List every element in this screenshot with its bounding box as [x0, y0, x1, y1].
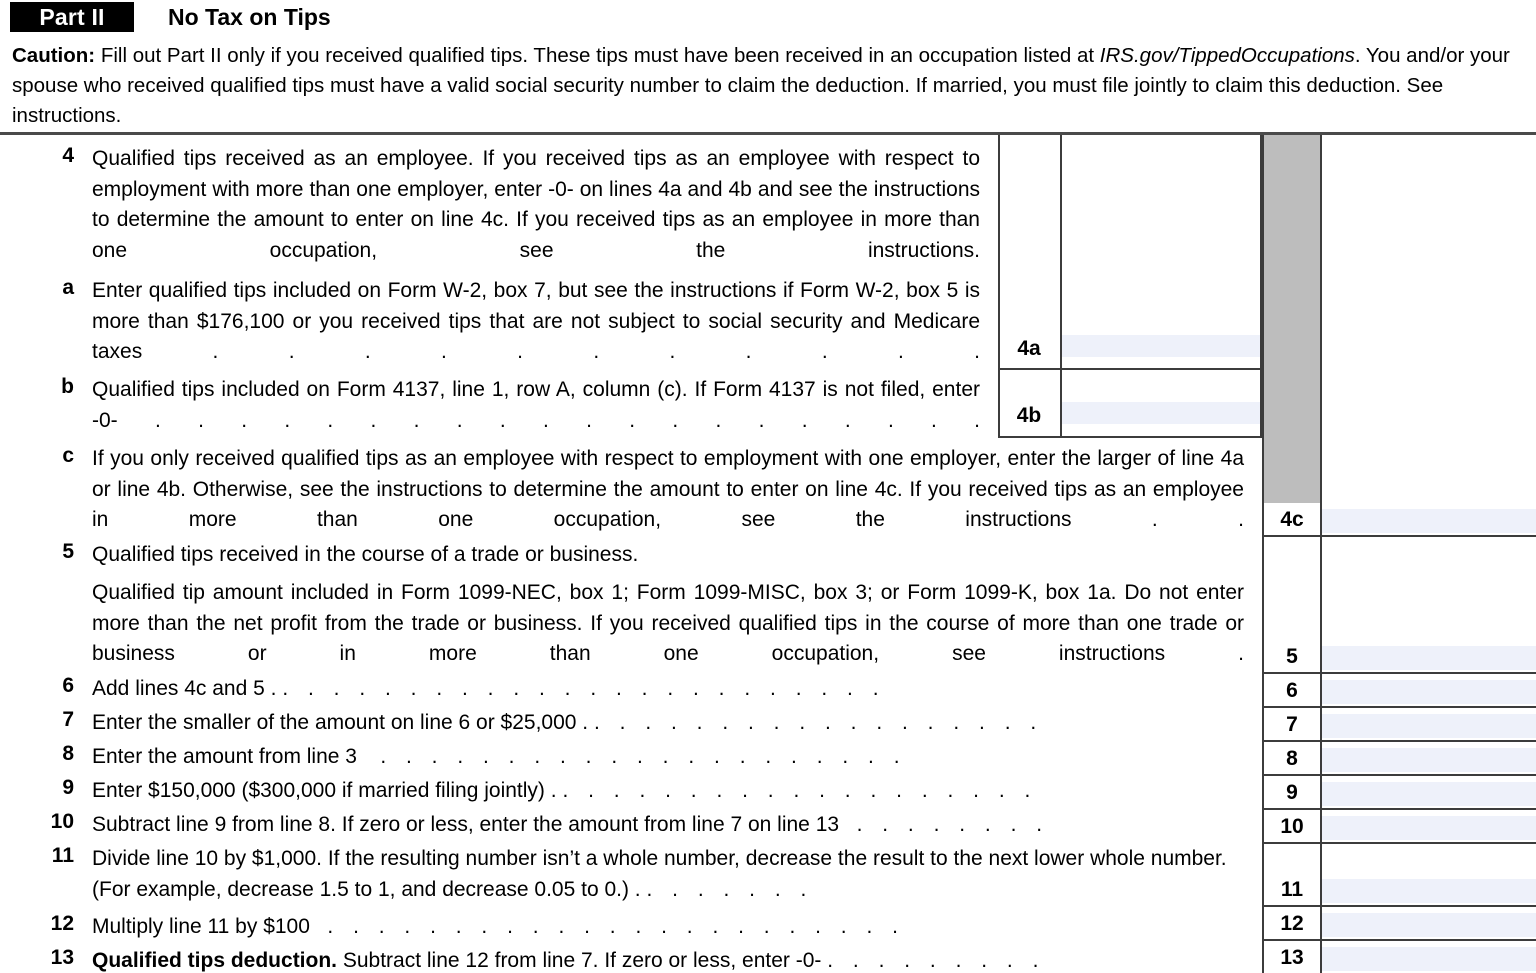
line-8-number: 8 — [62, 742, 74, 765]
line-10-text — [92, 810, 1244, 841]
lines-4a-4b-box — [998, 135, 1262, 438]
part-title: No Tax on Tips — [168, 3, 331, 30]
entry-row-11 — [1262, 844, 1536, 907]
line-11-number: 11 — [51, 844, 74, 867]
caution-lead-label: Caution: — [12, 44, 96, 67]
line-6-number: 6 — [62, 674, 74, 697]
line-7-leader-dots: . . . . . . . . . . . . . . . . . . — [593, 711, 1037, 734]
line-11-leader-dots: . . . . . . . — [646, 877, 807, 901]
line-5-number: 5 — [62, 540, 74, 563]
line-5-box-label: 5 — [1262, 537, 1322, 674]
line-9-box-label: 9 — [1262, 776, 1322, 810]
entry-row-8 — [1262, 742, 1536, 776]
line-12-text — [92, 912, 1244, 943]
line-7-entry-field[interactable] — [1322, 708, 1536, 742]
line-10-entry-shade — [1322, 816, 1536, 840]
entry-row-7 — [1262, 708, 1536, 742]
line-8-text — [92, 742, 1244, 773]
line-10-leader-dots: . . . . . . . . — [856, 813, 1043, 836]
line-11-entry-field[interactable] — [1322, 844, 1536, 907]
line-10-number: 10 — [50, 810, 74, 833]
caution-text-part1: Fill out Part II only if you received qualified tips. These tips must have been received in an occupation listed at — [95, 44, 1100, 67]
line-4b-leader-dots: . . . . . . . . . . . . . . . . . . . . — [154, 408, 981, 432]
line-7-body: Enter the smaller of the amount on line 6 or $25,000 . — [92, 711, 589, 734]
line-9-body: Enter $150,000 ($300,000 if married filing jointly) . — [92, 779, 557, 802]
line-7-box-label: 7 — [1262, 708, 1322, 742]
line-4c-entry-field[interactable] — [1322, 503, 1536, 537]
line-4b-box-label: 4b — [1016, 404, 1042, 427]
line-9-number: 9 — [62, 776, 74, 799]
line-8-entry-field[interactable] — [1322, 742, 1536, 776]
entry-row-10 — [1262, 810, 1536, 844]
line-7-entry-shade — [1322, 714, 1536, 738]
part-number-box — [10, 2, 134, 32]
line-8-box-label: 8 — [1262, 742, 1322, 776]
line-4b-body: Qualified tips included on Form 4137, line 1, row A, column (c). If Form 4137 is not filed, enter -0- — [92, 378, 980, 432]
line-8-entry-shade — [1322, 748, 1536, 772]
line-10-entry-field[interactable] — [1322, 810, 1536, 844]
line-13-bold-label: Qualified tips deduction. — [92, 949, 338, 972]
part-number-label: Part II — [39, 3, 105, 30]
line-6-body: Add lines 4c and 5 . — [92, 677, 277, 700]
line-5-entry-shade — [1322, 646, 1536, 670]
line-4-text: Qualified tips received as an employee. If you received tips as an employee with respect to employment with more than one employer, enter -0- on lines 4a and 4b and see the instructions to determine the amount to enter on line 4c. If you received tips as an employee in more than one occupation, see the instructions. — [92, 147, 980, 262]
line-5-heading: Qualified tips received in the course of a trade or business. — [92, 543, 639, 566]
entry-row-5 — [1262, 537, 1536, 674]
line-12-entry-shade — [1322, 913, 1536, 937]
line-6-box-label: 6 — [1262, 674, 1322, 708]
entry-row-12 — [1262, 907, 1536, 941]
line-4c-box-label: 4c — [1262, 503, 1322, 537]
line-4-number: 4 — [62, 144, 74, 167]
line-4c-entry-shade — [1322, 509, 1536, 533]
line-4c-leader-dots: . . — [1151, 508, 1244, 531]
shaded-column-bar — [1262, 135, 1322, 515]
line-11-text — [92, 844, 1260, 905]
line-4c-number: c — [62, 444, 74, 467]
line-7-number: 7 — [62, 708, 74, 731]
line-4b-entry-field[interactable] — [1062, 402, 1260, 424]
entry-row-4c — [1262, 503, 1536, 537]
line-4a-number: a — [62, 276, 74, 299]
line-6-text — [92, 674, 1244, 705]
part-header-band — [0, 0, 1536, 34]
line-9-entry-shade — [1322, 782, 1536, 806]
line-13-number: 13 — [50, 946, 74, 969]
line-12-leader-dots: . . . . . . . . . . . . . . . . . . . . . . . — [327, 915, 898, 938]
line-6-leader-dots: . . . . . . . . . . . . . . . . . . . . . . . . — [282, 677, 879, 700]
line-9-entry-field[interactable] — [1322, 776, 1536, 810]
line-6-entry-shade — [1322, 680, 1536, 704]
line-4b-number: b — [61, 375, 74, 398]
line-13-leader-dots: . . . . . . . . . — [827, 949, 1039, 972]
line-13-box-label: 13 — [1262, 941, 1322, 973]
line-5-body: Qualified tip amount included in Form 1099-NEC, box 1; Form 1099-MISC, box 3; or Form 1099-K, box 1a. Do not enter more than the net profit from the trade or business. If you received qualified tips in the course of more than one trade or business or in more than one occupation, see instructions — [92, 581, 1244, 665]
line-4a-leader-dots: . . . . . . . . . . . — [212, 340, 980, 363]
line-4c-body: If you only received qualified tips as an employee with respect to employment with one employer, enter the larger of line 4a or line 4b. Otherwise, see the instructions to determine the amount to enter on line 4c. If you received tips as an employee in more than one occupation, see the instructions — [92, 447, 1244, 531]
line-5-entry-field[interactable] — [1322, 537, 1536, 674]
line-10-box-label: 10 — [1262, 810, 1322, 844]
entry-row-9 — [1262, 776, 1536, 810]
line-13-entry-shade — [1322, 947, 1536, 971]
line-12-entry-field[interactable] — [1322, 907, 1536, 941]
box-4ab-horizontal-divider — [1000, 368, 1260, 370]
caution-paragraph — [12, 41, 1518, 131]
box-4ab-vertical-divider — [1060, 135, 1062, 436]
line-4a-body: Enter qualified tips included on Form W-2, box 7, but see the instructions if Form W-2, box 5 is more than $176,100 or you received tips that are not subject to social security and Medicare taxes — [92, 279, 980, 363]
tipped-occupations-link[interactable]: IRS.gov/TippedOccupations — [1099, 44, 1355, 67]
line-12-box-label: 12 — [1262, 907, 1322, 941]
line-4a-entry-field[interactable] — [1062, 335, 1260, 357]
line-13-body: Subtract line 12 from line 7. If zero or less, enter -0- — [337, 949, 822, 972]
line-6-entry-field[interactable] — [1322, 674, 1536, 708]
line-11-body: Divide line 10 by $1,000. If the resulting number isn’t a whole number, decrease the result to the next lower whole number. (For example, decrease 1.5 to 1, and decrease 0.05 to 0.) . — [92, 847, 1227, 901]
line-9-leader-dots: . . . . . . . . . . . . . . . . . . . — [562, 779, 1031, 802]
line-13-entry-field[interactable] — [1322, 941, 1536, 973]
caution-text-part2: . You and/or your spouse who received qualified tips must have a valid social security number to claim the deduction. If married, you must file jointly to claim this deduction. See instructions. — [12, 44, 1510, 127]
line-9-text — [92, 776, 1244, 807]
line-12-body: Multiply line 11 by $100 — [92, 915, 310, 938]
entry-row-13 — [1262, 941, 1536, 973]
line-5-leader-dots: . — [1238, 642, 1245, 665]
line-11-entry-shade — [1322, 879, 1536, 903]
line-8-body: Enter the amount from line 3 — [92, 745, 357, 768]
line-8-leader-dots: . . . . . . . . . . . . . . . . . . . . . — [380, 745, 900, 768]
line-7-text — [92, 708, 1244, 739]
line-10-body: Subtract line 9 from line 8. If zero or less, enter the amount from line 7 on line 13 — [92, 813, 840, 836]
entry-row-6 — [1262, 674, 1536, 708]
line-4a-box-label: 4a — [1017, 337, 1041, 360]
line-12-number: 12 — [50, 912, 74, 935]
line-11-box-label: 11 — [1262, 844, 1322, 907]
line-13-text — [92, 946, 1244, 973]
